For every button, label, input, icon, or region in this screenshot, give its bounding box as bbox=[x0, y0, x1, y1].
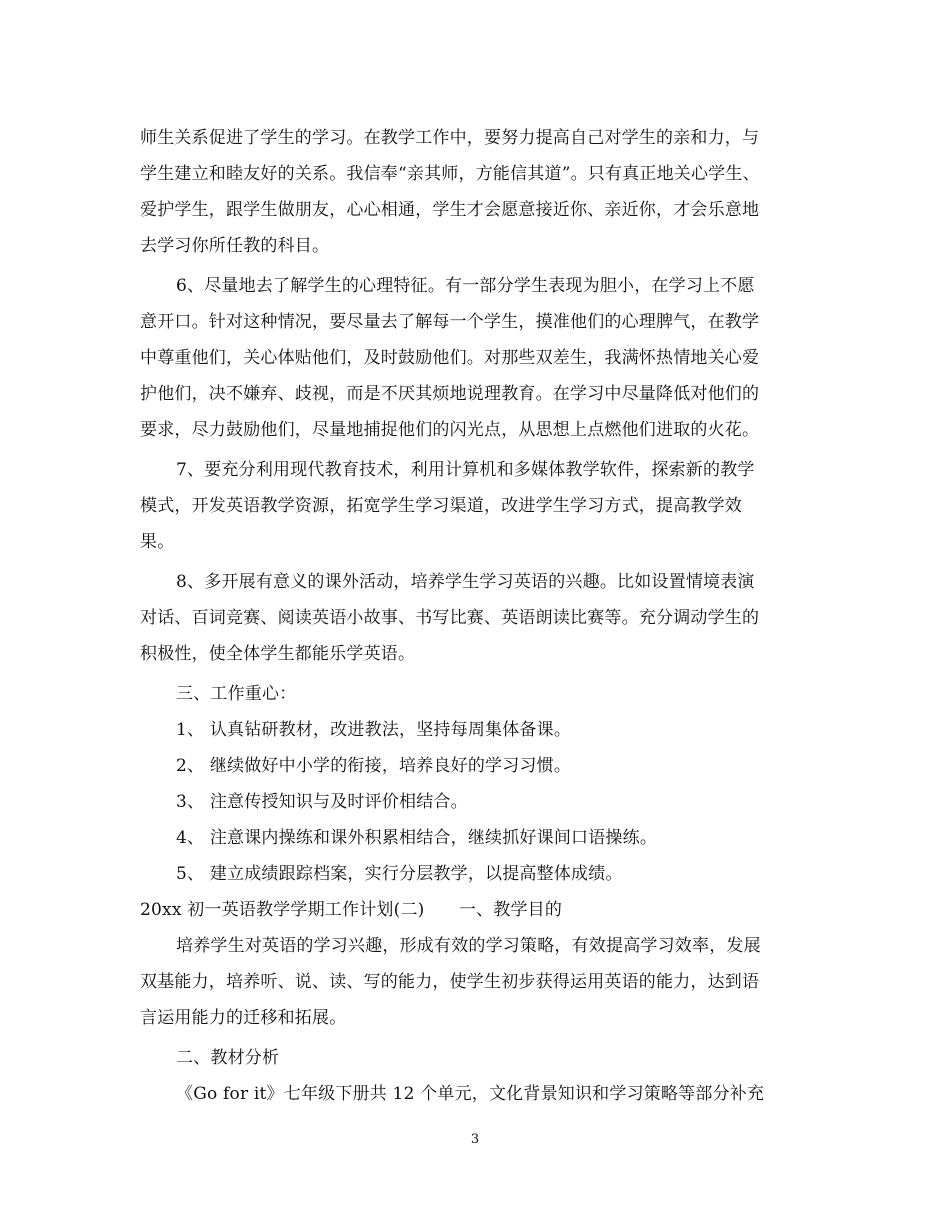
text-line: 要求，尽力鼓励他们，尽量地捕捉他们的闪光点，从思想上点燃他们进取的火花。 bbox=[140, 420, 760, 440]
section-heading: 二、教材分析 bbox=[176, 1048, 280, 1068]
paragraph-item-6 bbox=[140, 268, 820, 448]
text-line: 7、要充分利用现代教育技术，利用计算机和多媒体教学软件，探索新的教学 bbox=[176, 460, 755, 480]
paragraph-item-8 bbox=[140, 564, 820, 672]
text-line: 意开口。针对这种情况，要尽量去了解每一个学生，摸准他们的心理脾气，在教学 bbox=[140, 312, 760, 332]
section-heading: 三、工作重心： bbox=[176, 684, 297, 704]
text-line: 学生建立和睦友好的关系。我信奉“亲其师，方能信其道”。只有真正地关心学生、 bbox=[140, 164, 760, 184]
text-line: 中尊重他们，关心体贴他们，及时鼓励他们。对那些双差生，我满怀热情地关心爱 bbox=[140, 348, 760, 368]
list-item: 4、 注意课内操练和课外积累相结合，继续抓好课间口语操练。 bbox=[176, 828, 658, 848]
text-line: 《Go for it》七年级下册共 12 个单元，文化背景知识和学习策略等部分补充 bbox=[176, 1084, 765, 1104]
text-line: 积极性，使全体学生都能乐学英语。 bbox=[140, 644, 416, 664]
text-line: 护他们，决不嫌弃、歧视，而是不厌其烦地说理教育。在学习中尽量降低对他们的 bbox=[140, 384, 760, 404]
paragraph-item-7 bbox=[140, 452, 820, 560]
plan-title: 20xx 初一英语教学学期工作计划(二) 一、教学目的 bbox=[140, 900, 563, 920]
paragraph-textbook-analysis bbox=[140, 1076, 820, 1112]
text-line: 双基能力，培养听、说、读、写的能力，使学生初步获得运用英语的能力，达到语 bbox=[140, 972, 760, 992]
text-line: 模式，开发英语教学资源，拓宽学生学习渠道，改进学生学习方式，提高教学效 bbox=[140, 496, 742, 516]
text-line: 去学习你所任教的科目。 bbox=[140, 236, 330, 256]
text-line: 培养学生对英语的学习兴趣，形成有效的学习策略，有效提高学习效率，发展 bbox=[176, 936, 761, 956]
list-item: 1、 认真钻研教材，改进教法，坚持每周集体备课。 bbox=[176, 720, 572, 740]
text-line: 师生关系促进了学生的学习。在教学工作中，要努力提高自己对学生的亲和力，与 bbox=[140, 128, 760, 148]
text-line: 6、尽量地去了解学生的心理特征。有一部分学生表现为胆小，在学习上不愿 bbox=[176, 276, 755, 296]
list-item: 3、 注意传授知识与及时评价相结合。 bbox=[176, 792, 468, 812]
text-line: 8、多开展有意义的课外活动，培养学生学习英语的兴趣。比如设置情境表演 bbox=[176, 572, 755, 592]
text-line: 爱护学生，跟学生做朋友，心心相通，学生才会愿意接近你、亲近你，才会乐意地 bbox=[140, 200, 760, 220]
paragraph-relationship bbox=[140, 120, 820, 264]
paragraph-teaching-goals bbox=[140, 928, 820, 1036]
list-item: 2、 继续做好中小学的衔接，培养良好的学习习惯。 bbox=[176, 756, 572, 776]
text-line: 言运用能力的迁移和拓展。 bbox=[140, 1008, 347, 1028]
page-number: 3 bbox=[470, 1132, 480, 1147]
document-body bbox=[140, 120, 820, 1112]
text-line: 果。 bbox=[140, 532, 175, 552]
work-focus-list bbox=[140, 712, 820, 892]
text-line: 对话、百词竞赛、阅读英语小故事、书写比赛、英语朗读比赛等。充分调动学生的 bbox=[140, 608, 760, 628]
list-item: 5、 建立成绩跟踪档案，实行分层教学，以提高整体成绩。 bbox=[176, 864, 623, 884]
